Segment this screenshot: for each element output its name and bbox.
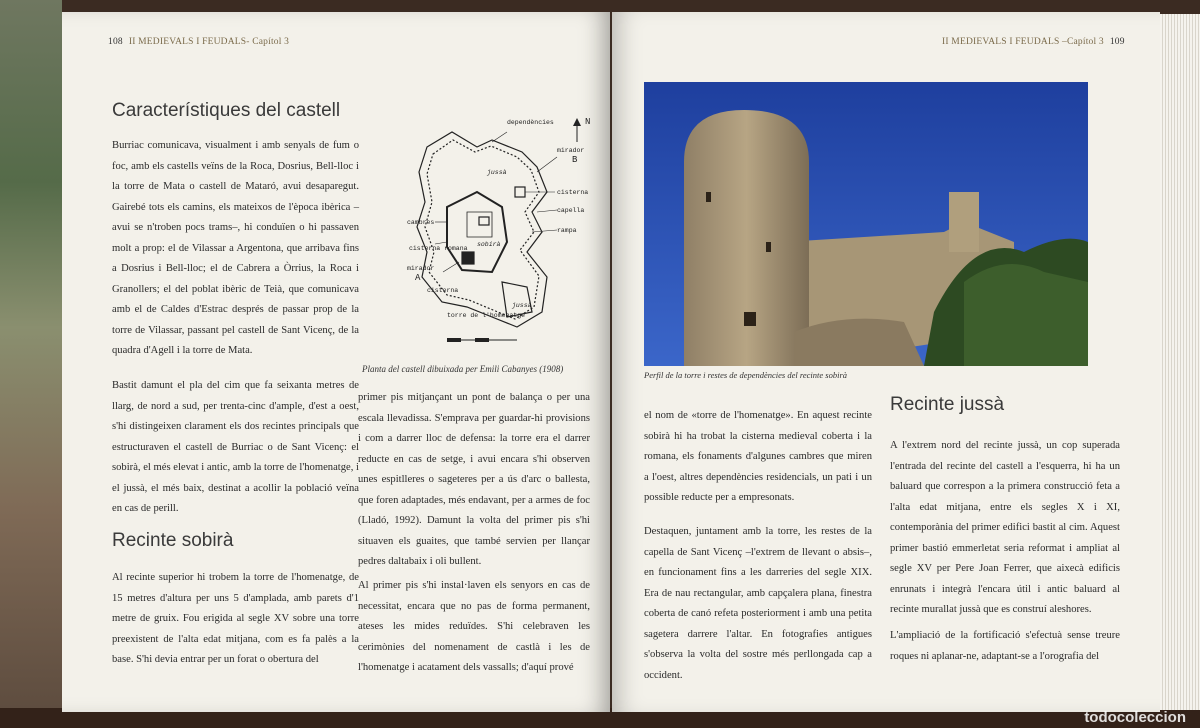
- paragraph-destaquen: Destaquen, juntament amb la torre, les restes de la capella de Sant Vicenç –l'extrem de llevant o absis–, en funcionament fins a les darreries del segle XIX. Era de nau rectangular, amb capçalera plana, finestra coberta de canó refeta posteriorment i amb una petita sagetera darrere l'altar. En fotografies antigues s'observa la volta del sostre més perllongada cap a occident.: [644, 526, 872, 681]
- label-cisterna: cisterna: [557, 189, 589, 196]
- right-page-number: 109: [1109, 37, 1125, 47]
- paragraph-recinte-superior: Al recinte superior hi trobem la torre de l'homenatge, de 15 metres d'altura per uns 5 d'amplada, amb parets d'1 metre de gruix. Fou erigida al segle XV sobre una torre preexistent de l'alta edat mitjana, com es fa palès a la base. S'hi devia entrar per un forat o obertura del: [112, 572, 359, 665]
- paragraph-primer-pis: primer pis mitjançant un pont de balança o per una escala llevadissa. S'emprava per guardar-hi provisions i com a darrer lloc de defensa: la torre era el darrer reducte en cas de setge, i avui encara s'hi observen unes espitlleres o sageteres per a ús d'arc o ballesta, que foren adaptades, més endavant, per a armes de foc (Lladó, 1992). Damunt la volta del primer pis s'hi situaven els guaites, que també servien per llançar pedres daltabaix i oli bullent.: [358, 392, 590, 567]
- label-mirador-b: mirador: [557, 147, 585, 154]
- left-running-head: [102, 37, 289, 47]
- heading-recinte-sobira: Recinte sobirà: [112, 530, 234, 551]
- right-running-title: II MEDIEVALS I FEUDALS –Capítol 3: [942, 37, 1104, 47]
- background-left-scene: [0, 0, 62, 728]
- map-caption: Planta del castell dibuixada per Emili Cabanyes (1908): [362, 364, 564, 374]
- page-edges: [1160, 14, 1200, 710]
- label-sobira: sobirà: [477, 241, 501, 248]
- paragraph-nom-torre: el nom de «torre de l'homenatge». En aquest recinte sobirà hi ha trobat la cisterna medieval coberta i la romana, els fonaments d'algunes cambres que miren a l'oest, altres dependències residencials, un pati i un possible reducte per a empresonats.: [644, 410, 872, 503]
- label-jussa-top: jussà: [487, 169, 507, 176]
- label-capella: capella: [557, 207, 585, 214]
- label-b: B: [572, 155, 578, 165]
- label-mirador-a: mirador: [407, 265, 435, 272]
- right-running-head: [942, 37, 1131, 47]
- tower-photo: [644, 82, 1088, 366]
- label-cisterna-romana: cisterna romana: [409, 245, 468, 252]
- label-dependencies: dependències: [507, 119, 554, 126]
- paragraph-ampliacio: L'ampliació de la fortificació s'efectuà sense treure roques ni aplanar-ne, adaptant-se a l'orografia del: [890, 630, 1120, 662]
- scale-bar: [447, 338, 517, 342]
- label-a: A: [415, 273, 421, 283]
- castle-plan-map: [407, 112, 597, 352]
- right-page: [612, 12, 1160, 712]
- photo-caption: Perfil de la torre i restes de dependències del recinte sobirà: [644, 370, 848, 380]
- label-north: N: [585, 117, 591, 127]
- paragraph-extrem-nord: A l'extrem nord del recinte jussà, un cop superada l'entrada del recinte del castell a l'esquerra, hi ha un baluard que correspon a la primera construcció feta a l'alta edat mitjana, entre els segles X i XI, contemporània del primer edifici bastit al cim. Aquest primer bastió emmerletat seria reformat i ampliat al segle XV per Pere Joan Ferrer, que aixecà edificis enrunats i integrà l'encara útil i antic baluard al recinte murallat jussà que es construí aleshores.: [890, 440, 1120, 615]
- left-running-title: II MEDIEVALS I FEUDALS- Capítol 3: [128, 37, 290, 47]
- plan-sobira-wall: [447, 192, 507, 272]
- label-jussa-bottom: jussà: [512, 302, 532, 309]
- label-cisterna2: cisterna: [427, 287, 459, 294]
- left-page-number: 108: [108, 37, 123, 47]
- label-rampa: rampa: [557, 227, 577, 234]
- heading-caracteristiques: Característiques del castell: [112, 100, 341, 121]
- watermark-logo: [1084, 709, 1186, 726]
- paragraph-caracteristiques: Burriac comunicava, visualment i amb senyals de fum o foc, amb els castells veïns de la Roca, Dosrius, Bell-lloc i la torre de Mata o castell de Mataró, avui desaparegut. Gairebé tots els camins, els mateixos de l'època ibèrica –avui se n'troben pocs trams–, hi conduïen o hi passaven molt a prop: el de Vilassar a Argentona, que arribava fins a Dosrius i Bell-lloc; el de Cabrera a Òrrius, la Roca i Granollers; el del poblat ibèric de Teià, que comunicava amb el de Caldes d'Estrac després de passar prop de la torre de Vilassar, passant pel castell de Sant Vicenç, de la quadra d'Agell i la torre de Mata.: [112, 140, 359, 356]
- label-torre-homenatge: torre de l'homenatge: [447, 312, 526, 319]
- north-arrow-icon: [573, 118, 581, 142]
- watermark-text: todocoleccion: [1084, 709, 1186, 726]
- heading-recinte-jussa: Recinte jussà: [890, 394, 1005, 415]
- left-page: [62, 12, 610, 712]
- label-cambres: cambres: [407, 219, 435, 226]
- paragraph-al-primer-pis: Al primer pis s'hi instal·laven els senyors en cas de necessitat, encara que no pas de forma permanent, ateses les mides reduïdes. S'hi celebraven les cerimònies del nomenament de castlà i les de l'homenatge i acatament dels vassalls; d'aquí prové: [358, 580, 590, 673]
- plan-outer-wall: [417, 132, 547, 327]
- paragraph-bastit: Bastit damunt el pla del cim que fa seixanta metres de llarg, de nord a sud, per trenta-cinc d'ample, d'est a oest, s'hi distingeixen clarament els dos recintes principals que estructuraven el castell de Burriac o de Sant Vicenç: el sobirà, el més elevat i antic, amb la torre de l'homenatge, i el jussà, el més baix, destinat a acollir la població veïna en cas de perill.: [112, 380, 359, 514]
